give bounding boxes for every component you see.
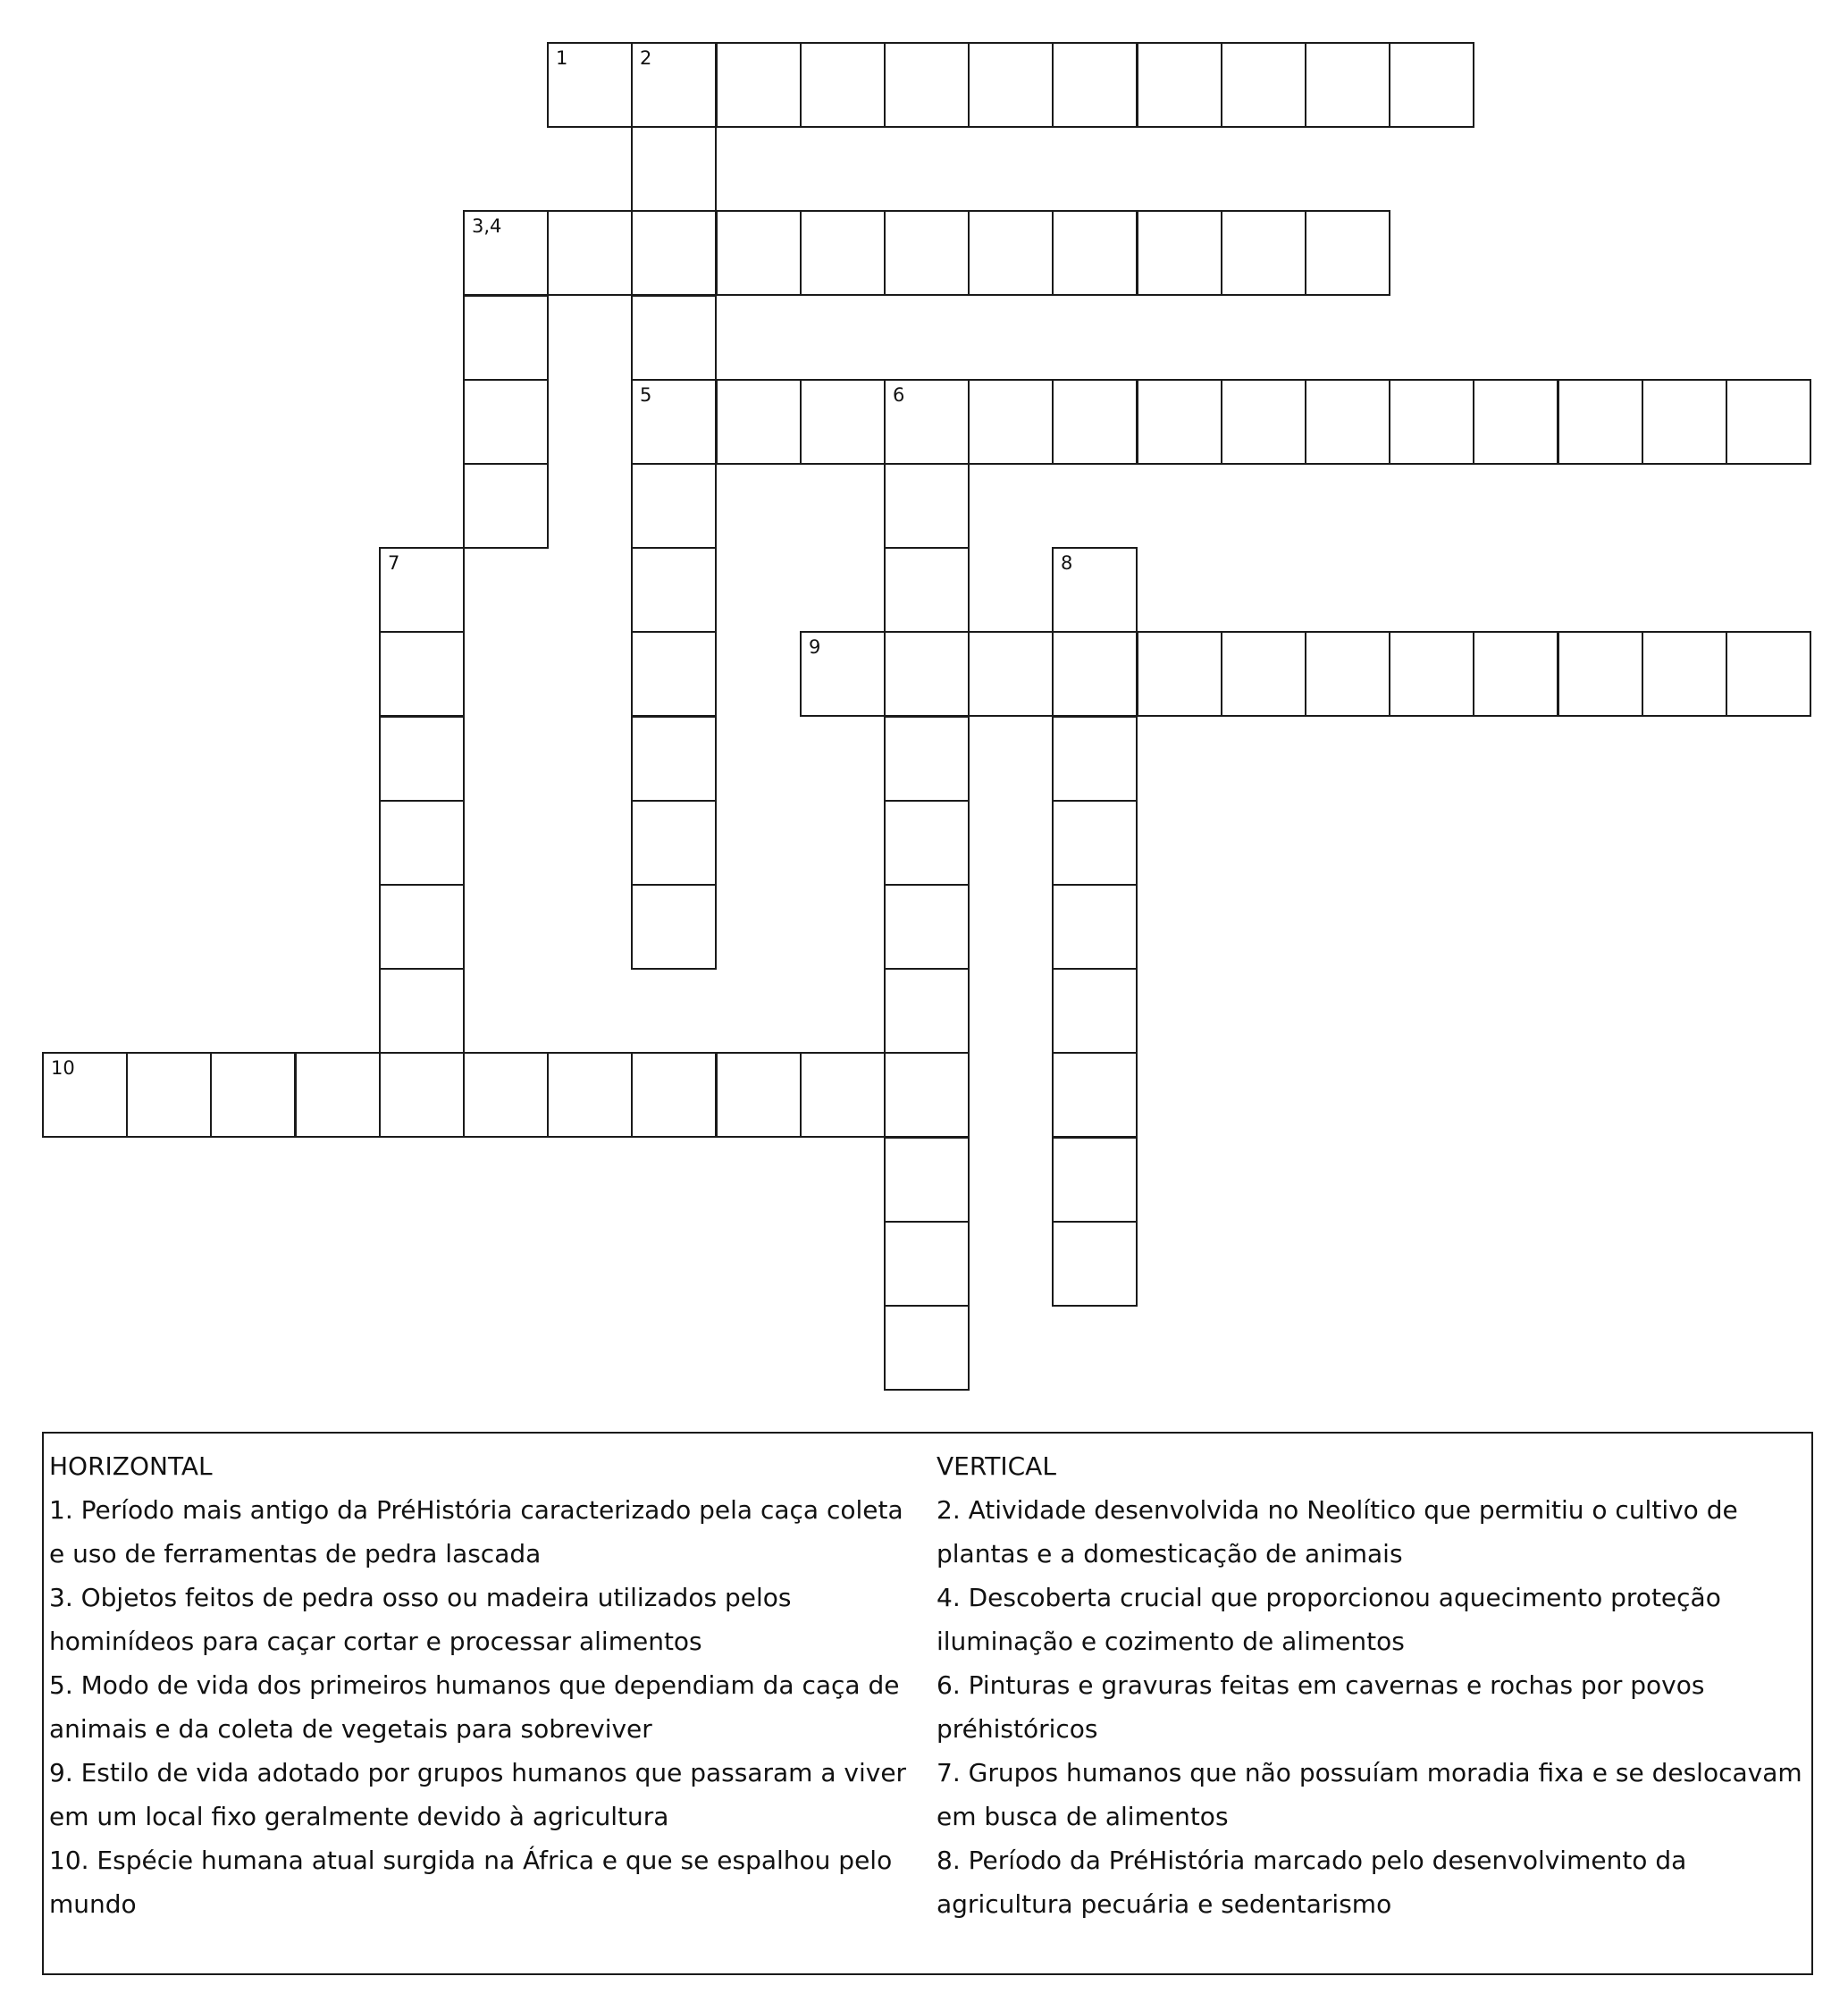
grid-cell[interactable] xyxy=(547,42,633,128)
grid-cell[interactable] xyxy=(1137,379,1222,465)
across-clue-1: 1. Período mais antigo da PréHistória caracterizado pela caça coleta e uso de ferramentas de pedra lascada xyxy=(49,1495,903,1568)
grid-cell[interactable] xyxy=(463,1052,549,1138)
grid-cell[interactable] xyxy=(1052,210,1138,296)
grid-cell[interactable] xyxy=(800,42,886,128)
clue-number: 6 xyxy=(893,384,905,406)
grid-cell[interactable] xyxy=(631,126,717,212)
grid-cell[interactable] xyxy=(884,379,970,465)
across-heading: HORIZONTAL xyxy=(49,1451,213,1481)
grid-cell[interactable] xyxy=(1052,716,1138,802)
across-clue-9: 9. Estilo de vida adotado por grupos humanos que passaram a viver em um local fixo geralmente devido à agricultura xyxy=(49,1758,907,1831)
grid-cell[interactable] xyxy=(884,800,970,886)
grid-cell[interactable] xyxy=(631,884,717,970)
grid-cell[interactable] xyxy=(884,884,970,970)
grid-cell[interactable] xyxy=(295,1052,381,1138)
grid-cell[interactable] xyxy=(379,884,465,970)
grid-cell[interactable] xyxy=(1137,42,1222,128)
grid-cell[interactable] xyxy=(631,716,717,802)
clue-number: 7 xyxy=(388,552,400,574)
grid-cell[interactable] xyxy=(1642,379,1727,465)
clue-number: 3,4 xyxy=(472,215,502,237)
grid-cell[interactable] xyxy=(1726,631,1811,717)
clue-number: 10 xyxy=(51,1057,75,1079)
grid-cell[interactable] xyxy=(1221,210,1306,296)
grid-cell[interactable] xyxy=(1389,42,1474,128)
grid-cell[interactable] xyxy=(1726,379,1811,465)
grid-cell[interactable] xyxy=(968,631,1054,717)
grid-cell[interactable] xyxy=(379,800,465,886)
grid-cell[interactable] xyxy=(968,210,1054,296)
clue-number: 1 xyxy=(556,47,568,69)
grid-cell[interactable] xyxy=(1389,379,1474,465)
grid-cell[interactable] xyxy=(463,295,549,381)
grid-cell[interactable] xyxy=(1558,631,1643,717)
grid-cell[interactable] xyxy=(884,716,970,802)
grid-cell[interactable] xyxy=(1052,800,1138,886)
down-clue-8: 8. Período da PréHistória marcado pelo desenvolvimento da agricultura pecuária e sedentarismo xyxy=(937,1846,1687,1919)
clue-number: 9 xyxy=(809,636,821,658)
grid-cell[interactable] xyxy=(968,42,1054,128)
grid-cell[interactable] xyxy=(1137,210,1222,296)
clues-panel xyxy=(42,1432,1813,1975)
grid-cell[interactable] xyxy=(884,1137,970,1223)
down-heading: VERTICAL xyxy=(937,1451,1056,1481)
grid-cell[interactable] xyxy=(631,631,717,717)
grid-cell[interactable] xyxy=(884,210,970,296)
grid-cell[interactable] xyxy=(631,379,717,465)
grid-cell[interactable] xyxy=(1052,42,1138,128)
grid-cell[interactable] xyxy=(42,1052,128,1138)
grid-cell[interactable] xyxy=(716,1052,802,1138)
across-clues xyxy=(49,1444,916,1926)
grid-cell[interactable] xyxy=(1052,547,1138,633)
clue-number: 2 xyxy=(640,47,652,69)
down-clue-4: 4. Descoberta crucial que proporcionou aquecimento proteção iluminação e cozimento de alimentos xyxy=(937,1583,1721,1656)
grid-cell[interactable] xyxy=(1305,42,1390,128)
grid-cell[interactable] xyxy=(884,1305,970,1391)
grid-cell[interactable] xyxy=(884,1221,970,1307)
grid-cell[interactable] xyxy=(1221,379,1306,465)
grid-cell[interactable] xyxy=(884,968,970,1054)
grid-cell[interactable] xyxy=(463,463,549,549)
grid-cell[interactable] xyxy=(126,1052,212,1138)
grid-cell[interactable] xyxy=(547,210,633,296)
down-clue-6: 6. Pinturas e gravuras feitas em cavernas e rochas por povos préhistóricos xyxy=(937,1670,1705,1744)
across-clue-3: 3. Objetos feitos de pedra osso ou madeira utilizados pelos hominídeos para caçar cortar e processar alimentos xyxy=(49,1583,792,1656)
grid-cell[interactable] xyxy=(1305,210,1390,296)
grid-cell[interactable] xyxy=(210,1052,296,1138)
grid-cell[interactable] xyxy=(716,379,802,465)
grid-cell[interactable] xyxy=(800,1052,886,1138)
grid-cell[interactable] xyxy=(1473,631,1558,717)
grid-cell[interactable] xyxy=(716,42,802,128)
grid-cell[interactable] xyxy=(884,42,970,128)
grid-cell[interactable] xyxy=(379,716,465,802)
down-clues xyxy=(937,1444,1808,1926)
clue-number: 5 xyxy=(640,384,652,406)
grid-cell[interactable] xyxy=(1642,631,1727,717)
down-clue-7: 7. Grupos humanos que não possuíam moradia fixa e se deslocavam em busca de alimentos xyxy=(937,1758,1802,1831)
grid-cell[interactable] xyxy=(1558,379,1643,465)
grid-cell[interactable] xyxy=(547,1052,633,1138)
grid-cell[interactable] xyxy=(631,463,717,549)
grid-cell[interactable] xyxy=(463,210,549,296)
grid-cell[interactable] xyxy=(1052,884,1138,970)
grid-cell[interactable] xyxy=(884,463,970,549)
down-clue-2: 2. Atividade desenvolvida no Neolítico que permitiu o cultivo de plantas e a domesticação de animais xyxy=(937,1495,1738,1568)
grid-cell[interactable] xyxy=(631,42,717,128)
grid-cell[interactable] xyxy=(1221,42,1306,128)
grid-cell[interactable] xyxy=(884,631,970,717)
across-clue-5: 5. Modo de vida dos primeiros humanos que dependiam da caça de animais e da coleta de vegetais para sobreviver xyxy=(49,1670,900,1744)
grid-cell[interactable] xyxy=(968,379,1054,465)
grid-cell[interactable] xyxy=(1052,631,1138,717)
grid-cell[interactable] xyxy=(800,379,886,465)
grid-cell[interactable] xyxy=(1137,631,1222,717)
grid-cell[interactable] xyxy=(631,547,717,633)
grid-cell[interactable] xyxy=(1473,379,1558,465)
grid-cell[interactable] xyxy=(1221,631,1306,717)
grid-cell[interactable] xyxy=(1305,631,1390,717)
grid-cell[interactable] xyxy=(884,547,970,633)
grid-cell[interactable] xyxy=(1305,379,1390,465)
grid-cell[interactable] xyxy=(1052,1052,1138,1138)
grid-cell[interactable] xyxy=(379,968,465,1054)
grid-cell[interactable] xyxy=(379,1052,465,1138)
grid-cell[interactable] xyxy=(463,379,549,465)
grid-cell[interactable] xyxy=(1052,379,1138,465)
grid-cell[interactable] xyxy=(631,210,717,296)
across-clue-10: 10. Espécie humana atual surgida na África e que se espalhou pelo mundo xyxy=(49,1846,893,1919)
grid-cell[interactable] xyxy=(379,547,465,633)
grid-cell[interactable] xyxy=(631,295,717,381)
clue-number: 8 xyxy=(1061,552,1073,574)
grid-cell[interactable] xyxy=(631,1052,717,1138)
grid-cell[interactable] xyxy=(884,1052,970,1138)
grid-cell[interactable] xyxy=(379,631,465,717)
grid-cell[interactable] xyxy=(1052,1137,1138,1223)
grid-cell[interactable] xyxy=(800,631,886,717)
grid-cell[interactable] xyxy=(800,210,886,296)
grid-cell[interactable] xyxy=(1052,968,1138,1054)
grid-cell[interactable] xyxy=(1389,631,1474,717)
grid-cell[interactable] xyxy=(716,210,802,296)
grid-cell[interactable] xyxy=(1052,1221,1138,1307)
grid-cell[interactable] xyxy=(631,800,717,886)
